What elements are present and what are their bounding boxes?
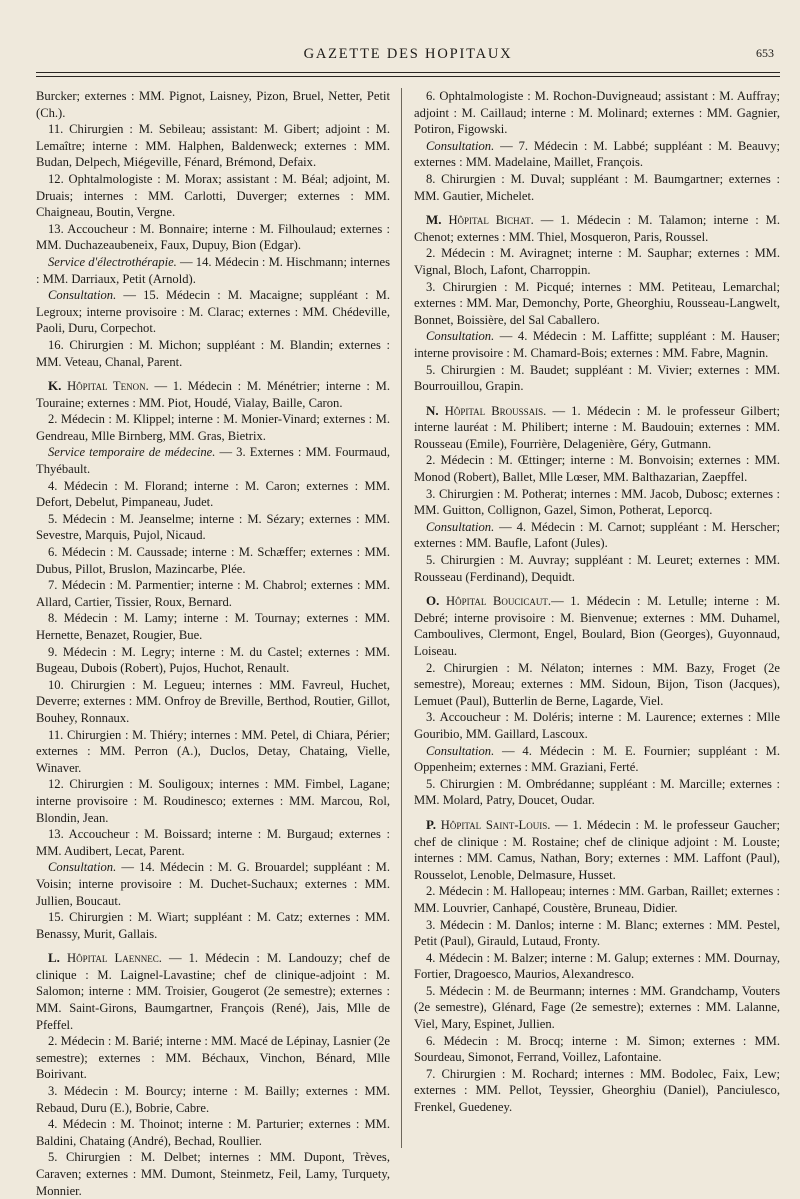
paragraph-text: — 3. Externes : MM. Fourmaud, Thyébault. xyxy=(36,445,390,477)
paragraph: 11. Chirurgien : M. Thiéry; internes : MM. Petel, di Chiara, Périer; externes : MM. Perron (A.), Duclos, Detay, Chataing, Vielle, Winaver. xyxy=(36,727,390,775)
section-letter: N. xyxy=(426,402,439,418)
paragraph: 13. Accoucheur : M. Bonnaire; interne : M. Filhoulaud; externes : MM. Duchazeaubeneix, Faux, Dupuy, Bion (Edgar). xyxy=(36,221,390,253)
paragraph: 8. Chirurgien : M. Duval; suppléant : M. Baumgartner; externes : MM. Gautier, Michelet. xyxy=(414,171,780,203)
paragraph xyxy=(414,519,780,552)
paragraph xyxy=(414,328,780,361)
paragraph: 5. Chirurgien : M. Delbet; internes : MM. Dupont, Trèves, Caraven; externes : MM. Dumont, Steinmetz, Feil, Lamy, Turquety, Monnier. xyxy=(36,1150,390,1198)
paragraph: Burcker; externes : MM. Pignot, Laisney, Pizon, Bruel, Netter, Petit (Ch.). xyxy=(36,89,390,120)
header-rule-thin xyxy=(36,76,780,77)
paragraph: 3. Accoucheur : M. Doléris; interne : M. Laurence; externes : Mlle Gouribio, MM. Gaillard, Lascoux. xyxy=(414,710,780,741)
right-column xyxy=(414,88,780,1116)
section-heading: Hôpital Bichat. xyxy=(448,213,534,228)
section-boucicaut xyxy=(414,593,780,659)
header-rule-thick xyxy=(36,72,780,73)
paragraph: 5. Chirurgien : M. Ombrédanne; suppléant : M. Marcille; externes : MM. Molard, Patry, Doucet, Oudar. xyxy=(414,776,780,808)
section-heading: Hôpital Saint-Louis. xyxy=(440,817,551,832)
paragraph xyxy=(36,859,390,909)
paragraph-text: — 1. Médecin : M. Landouzy; chef de clinique : M. Laignel-Lavastine; chef de clinique-adjoint : M. Salomon; interne : MM. Troisier, Gougerot (2e semestre); externes : MM. Saint-Girons, Baumgartner, François (René), Jais, Mlle de Pfeffel. xyxy=(36,951,390,1032)
paragraph xyxy=(414,138,780,171)
italic-label: Service temporaire de médecine. xyxy=(48,445,216,460)
paragraph: 16. Chirurgien : M. Michon; suppléant : M. Blandin; externes : MM. Veteau, Chanal, Parent. xyxy=(36,337,390,369)
section-letter: O. xyxy=(426,593,440,609)
paragraph: 12. Ophtalmologiste : M. Morax; assistant : M. Béal; adjoint, M. Druais; internes : MM. Carlotti, Duverger; externes : MM. Chaigneau, Boutin, Vergne. xyxy=(36,171,390,220)
paragraph: 6. Ophtalmologiste : M. Rochon-Duvigneaud; assistant : M. Auffray; adjoint : M. Caillaud; interne : M. Molinard; externes : MM. Gagnier, Potiron, Figowski. xyxy=(414,89,780,137)
paragraph: 3. Chirurgien : M. Potherat; internes : MM. Jacob, Dubosc; externes : MM. Guitton, Collignon, Gazel, Simon, Potherat, Leporcq. xyxy=(414,486,780,518)
paragraph: 6. Médecin : M. Brocq; interne : M. Simon; externes : MM. Sourdeau, Simonot, Ferrand, Voillez, Lafontaine. xyxy=(414,1033,780,1065)
italic-label: Consultation. xyxy=(426,138,495,153)
paragraph: 3. Médecin : M. Danlos; interne : M. Blanc; externes : MM. Pestel, Petit (Paul), Girauld, Lutaud, Fronty. xyxy=(414,917,780,949)
section-laennec xyxy=(36,950,390,1033)
page-header xyxy=(36,40,780,72)
section-letter: L. xyxy=(48,950,60,966)
section-heading: Hôpital Tenon. xyxy=(67,379,149,394)
section-tenon xyxy=(36,378,390,411)
section-letter: P. xyxy=(426,816,436,832)
italic-label: Consultation. xyxy=(48,288,117,303)
paragraph: 4. Médecin : M. Thoinot; interne : M. Parturier; externes : MM. Baldini, Chataing (André), Bechad, Roullier. xyxy=(36,1117,390,1148)
paragraph: 5. Médecin : M. Jeanselme; interne : M. Sézary; externes : MM. Sevestre, Marquis, Pujol, Nicaud. xyxy=(36,511,390,543)
paragraph: 5. Médecin : M. de Beurmann; internes : MM. Grandchamp, Vouters (2e semestre), Glénard, Fage (2e semestre); externes : MM. Lalanne, Viel, Mary, Espinet, Jullien. xyxy=(414,983,780,1032)
italic-label: Consultation. xyxy=(426,329,495,344)
paragraph: 4. Médecin : M. Balzer; interne : M. Galup; externes : MM. Dournay, Fortier, Dragoesco, Maurios, Alexandresco. xyxy=(414,950,780,982)
paragraph: 2. Médecin : M. Hallopeau; internes : MM. Garban, Raillet; externes : MM. Louvrier, Canhapé, Coustère, Bruneau, Didier. xyxy=(414,884,780,915)
section-bichat xyxy=(414,212,780,245)
column-divider xyxy=(401,88,402,1148)
paragraph xyxy=(36,254,390,287)
left-column xyxy=(36,88,390,1199)
paragraph: 2. Chirurgien : M. Nélaton; internes : MM. Bazy, Froget (2e semestre), Moreau; externes : MM. Sidoun, Bijon, Tison (Jacques), Lemuet (Paul), Butterlin de Berne, Lagarde, Viel. xyxy=(414,660,780,708)
paragraph xyxy=(36,444,390,477)
section-heading: Hôpital Broussais. xyxy=(444,403,547,418)
paragraph: 12. Chirurgien : M. Souligoux; internes : MM. Fimbel, Lagane; interne provisoire : M. Roudinesco; externes : MM. Marcou, Rol, Blondin, Jean. xyxy=(36,777,390,825)
paragraph-text: — 14. Médecin : M. Hischmann; internes : MM. Darriaux, Petit (Arnold). xyxy=(36,254,390,286)
paragraph-text: — 4. Médecin : M. Laffitte; suppléant : M. Hauser; interne provisoire : M. Chamard-Bois; externes : MM. Fabre, Magnin. xyxy=(414,329,780,360)
paragraph-text: — 4. Médecin : M. Carnot; suppléant : M. Herscher; externes : MM. Baufle, Lafont (Jules). xyxy=(414,519,780,551)
paragraph-text: — 1. Médecin : M. Ménétrier; interne : M. Touraine; externes : MM. Piot, Houdé, Vialay, Baille, Caron. xyxy=(36,379,390,410)
paragraph: 11. Chirurgien : M. Sebileau; assistant: M. Gibert; adjoint : M. Lemaître; interne : MM. Halphen, Baldenweck; externes : MM. Budan, Delpech, Miégeville, Fénard, Brémond, Defaix. xyxy=(36,122,390,170)
paragraph: 2. Médecin : M. Aviragnet; interne : M. Sauphar; externes : MM. Vignal, Bloch, Lafont, Charroppin. xyxy=(414,246,780,277)
paragraph: 10. Chirurgien : M. Legueu; internes : MM. Favreul, Huchet, Deverre; externes : MM. Onfroy de Breville, Berthod, Routier, Gillot, Bouhey, Ronnaux. xyxy=(36,677,390,725)
paragraph-text: — 14. Médecin : M. G. Brouardel; suppléant : M. Voisin; interne provisoire : M. Duchet-Suchaux; externes : MM. Jullien, Boucaut. xyxy=(36,860,390,908)
paragraph-text: — 1. Médecin : M. Letulle; interne : M. Debré; interne provisoire : M. Bienvenue; externes : MM. Duhamel, Camboulives, Clermont, Engel, Boulard, Bion (Georges), Guyonnaud, Loiseau. xyxy=(414,594,780,658)
paragraph: 2. Médecin : M. Barié; interne : MM. Macé de Lépinay, Lasnier (2e semestre); externes : MM. Béchaux, Vinchon, Bénard, Mlle Boirivant. xyxy=(36,1034,390,1082)
italic-label: Consultation. xyxy=(426,519,495,534)
paragraph xyxy=(414,743,780,776)
section-saint-louis xyxy=(414,817,780,883)
paragraph-text: — 1. Médecin : M. le professeur Gilbert; interne lauréat : M. Philibert; interne : M. Baudouin; externes : MM. Rousseau (Emile), Fourrière, Delagenière, Géry, Gutmann. xyxy=(414,403,780,451)
page-title: GAZETTE DES HOPITAUX xyxy=(303,46,513,62)
paragraph-text: — 1. Médecin : M. Talamon; interne : M. Chenot; externes : MM. Thiel, Mosqueron, Paris, Roussel. xyxy=(414,213,780,244)
italic-label: Consultation. xyxy=(426,743,495,758)
paragraph: 9. Médecin : M. Legry; interne : M. du Castel; externes : MM. Bugeau, Dubois (Robert), Pujos, Huchot, Renault. xyxy=(36,644,390,676)
paragraph: 13. Accoucheur : M. Boissard; interne : M. Burgaud; externes : MM. Audibert, Lecat, Parent. xyxy=(36,827,390,858)
paragraph-text: — 1. Médecin : M. le professeur Gaucher; chef de clinique : M. Rostaine; chef de clinique adjoint : M. Louste; internes : MM. Camus, Nathan, Bory; externes : MM. Laffont (Paul), Rousselot, Lenoble, Delmasure, Husset. xyxy=(414,817,780,882)
paragraph: 7. Chirurgien : M. Rochard; internes : MM. Bodolec, Faix, Lew; externes : MM. Pellot, Teyssier, Gheorghiu (Daniel), Panciulesco, Frenkel, Guedeney. xyxy=(414,1066,780,1115)
paragraph-text: — 4. Médecin : M. E. Fournier; suppléant : M. Oppenheim; externes : MM. Graziani, Ferté. xyxy=(414,743,780,775)
section-broussais xyxy=(414,403,780,453)
paragraph: 15. Chirurgien : M. Wiart; suppléant : M. Catz; externes : MM. Benassy, Murit, Gallais. xyxy=(36,910,390,941)
paragraph: 8. Médecin : M. Lamy; interne : M. Tournay; externes : MM. Hernette, Benazet, Rougier, Bue. xyxy=(36,611,390,642)
paragraph: 3. Médecin : M. Bourcy; interne : M. Bailly; externes : MM. Rebaud, Duru (E.), Bobrie, Cabre. xyxy=(36,1084,390,1115)
paragraph: 5. Chirurgien : M. Auvray; suppléant : M. Leuret; externes : MM. Rousseau (Ferdinand), Dequidt. xyxy=(414,553,780,584)
paragraph: 3. Chirurgien : M. Picqué; internes : MM. Petiteau, Lemarchal; externes : MM. Mar, Demonchy, Porte, Gheorghiu, Rousseau-Langwelt, Bonnet, Boissière, del Sal Caballero. xyxy=(414,279,780,327)
section-heading: Hôpital Boucicaut. xyxy=(446,594,552,609)
paragraph xyxy=(36,287,390,337)
paragraph: 7. Médecin : M. Parmentier; interne : M. Chabrol; externes : MM. Allard, Cartier, Tissier, Roux, Bernard. xyxy=(36,578,390,609)
paragraph-text: — 7. Médecin : M. Labbé; suppléant : M. Beauvy; externes : MM. Madelaine, Maillet, François. xyxy=(414,138,780,170)
italic-label: Consultation. xyxy=(48,860,117,875)
section-heading: Hôpital Laennec. xyxy=(67,951,162,966)
paragraph: 4. Médecin : M. Florand; interne : M. Caron; externes : MM. Defort, Debelut, Pimpaneau, Judet. xyxy=(36,478,390,510)
italic-label: Service d'électrothérapie. xyxy=(48,254,177,269)
section-letter: M. xyxy=(426,212,442,228)
paragraph: 2. Médecin : M. Œttinger; interne : M. Bonvoisin; externes : MM. Monod (Robert), Ballet, Mlle Lœser, MM. Balthazarian, Zaepffel. xyxy=(414,453,780,485)
paragraph: 6. Médecin : M. Caussade; interne : M. Schæffer; externes : MM. Dubus, Pillot, Bruslon, Mazincarbe, Plée. xyxy=(36,545,390,576)
paragraph: 2. Médecin : M. Klippel; interne : M. Monier-Vinard; externes : M. Gendreau, Mlle Birnberg, MM. Gras, Bietrix. xyxy=(36,412,390,443)
paragraph: 5. Chirurgien : M. Baudet; suppléant : M. Vivier; externes : MM. Bourrouillou, Grapin. xyxy=(414,362,780,394)
page-number: 653 xyxy=(756,46,774,60)
section-letter: K. xyxy=(48,378,62,394)
paragraph-text: — 15. Médecin : M. Macaigne; suppléant : M. Legroux; interne provisoire : M. Clarac; externes : MM. Chédeville, Paoli, Duru, Corpechot. xyxy=(36,288,390,336)
